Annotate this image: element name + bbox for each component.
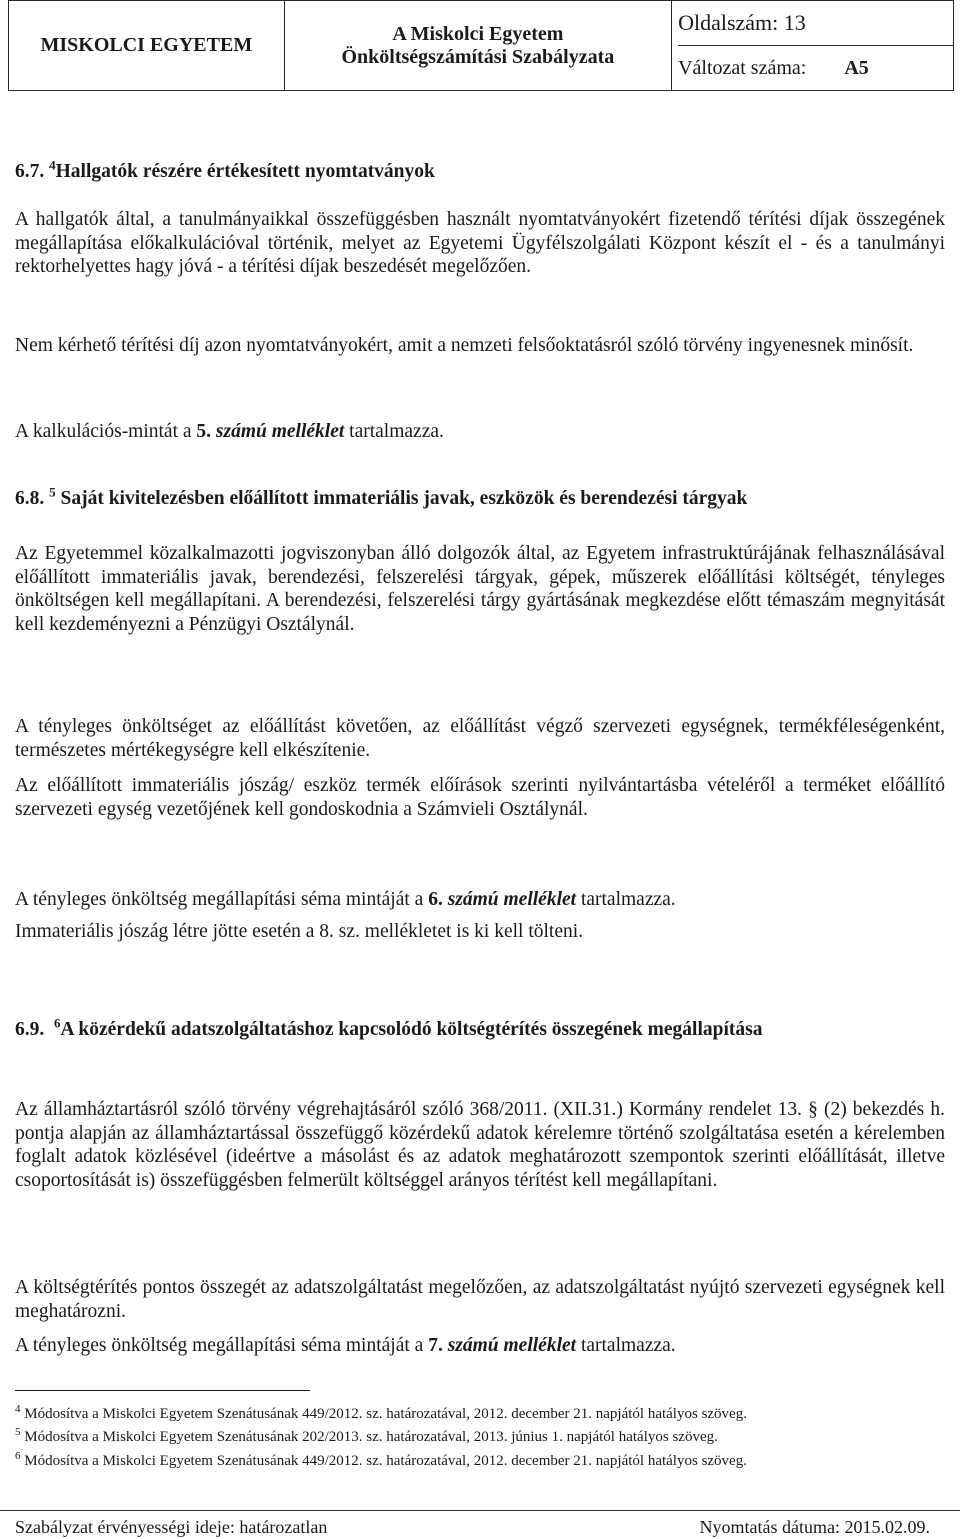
annex-number: 7. [428, 1335, 443, 1356]
annex-number: 6. [428, 889, 443, 910]
footnote-number: 6 [15, 1450, 21, 1462]
footer-validity: Szabályzat érvényességi ideje: határozatlan [15, 1517, 328, 1537]
section-6-8-paragraph-2: A tényleges önköltséget az előállítást követően, az előállítást végző szervezeti egységnek, termékféleségenként, természetes mértékegységre kell elkészítenie. [15, 716, 945, 761]
section-6-8-heading [15, 484, 945, 511]
footer-print-date: Nyomtatás dátuma: 2015.02.09. [699, 1517, 930, 1537]
header-title [284, 1, 671, 91]
section-6-8-paragraph-1: Az Egyetemmel közalkalmazotti jogviszonyban álló dolgozók által, az Egyetem infrastruktúrájának felhasználásával előállított immateriális javak, berendezési, felszerelési tárgyak, gépek, műszerek előállítási költségét, tényleges önköltségen kell megállapítani. A berendezési, felszerelési tárgy gyártásának megkezdése előtt témaszám megnyitását kell kezdeményezni a Pénzügyi Osztálynál. [15, 543, 945, 635]
header-version-value: A5 [844, 56, 869, 79]
header-page-row [678, 1, 953, 45]
section-title: A közérdekű adatszolgáltatáshoz kapcsolódó költségtérítés összegének megállapítása [60, 1019, 763, 1040]
footnote-ref: 6 [54, 1015, 61, 1031]
footnote-6 [15, 1452, 945, 1470]
footnote-text: Módosítva a Miskolci Egyetem Szenátusának 202/2013. sz. határozatával, 2013. június 1. napjától hatályos szöveg. [24, 1429, 718, 1445]
section-6-9-paragraph-3 [15, 1334, 945, 1358]
footnote-ref: 4 [49, 157, 56, 173]
footnote-text: Módosítva a Miskolci Egyetem Szenátusának 449/2012. sz. határozatával, 2012. december 21. napjától hatályos szöveg. [24, 1406, 747, 1422]
header-title-line1: A Miskolci Egyetem [392, 22, 564, 45]
section-6-9-paragraph-1: Az államháztartásról szóló törvény végrehajtásáról szóló 368/2011. (XII.31.) Kormány rendelet 13. § (2) bekezdés h. pontja alapján az államháztartással összefüggő közérdekű adatok kérelemre történő szolgáltatása esetén a kérelemben foglalt adatok közlésével (ideértve a másolást és az adatok meghatározott szempontok szerinti előállítását, illetve csoportosítását is) összefüggésben felmerült költséggel arányos térítést kell megállapítani. [15, 1099, 945, 1191]
footnote-separator [15, 1390, 310, 1391]
text-run: A kalkulációs-mintát a [15, 421, 197, 442]
section-number: 6.9. [15, 1019, 45, 1040]
page-footer [0, 1510, 960, 1539]
text-run: tartalmazza. [576, 1335, 676, 1356]
section-6-8-paragraph-4 [15, 888, 945, 912]
text-run: tartalmazza. [344, 421, 444, 442]
annex-label: számú melléklet [447, 1335, 577, 1356]
annex-label: számú melléklet [215, 421, 345, 442]
text-run: tartalmazza. [576, 889, 676, 910]
header-university: MISKOLCI EGYETEM [9, 1, 285, 91]
header-meta [672, 1, 954, 91]
footnote-5 [15, 1428, 945, 1446]
section-6-9-heading [15, 1015, 945, 1042]
footnote-number: 5 [15, 1426, 21, 1438]
section-6-7-paragraph-2: Nem kérhető térítési díj azon nyomtatványokért, amit a nemzeti felsőoktatásról szóló törvény ingyenesnek minősít. [15, 335, 914, 356]
page-header [8, 0, 954, 91]
section-6-7-paragraph-3 [15, 420, 945, 444]
section-title: Saját kivitelezésben előállított immateriális javak, eszközök és berendezési tárgyak [60, 488, 748, 509]
footnote-4 [15, 1405, 945, 1423]
header-version-row [678, 45, 953, 90]
section-6-8-paragraph-3: Az előállított immateriális jószág/ eszköz termék előírások szerinti nyilvántartásba vételéről a terméket előállító szervezeti egység vezetőjének kell gondoskodnia a Számvieli Osztálynál. [15, 775, 945, 820]
header-title-line2: Önköltségszámítási Szabályzata [341, 45, 615, 68]
header-version-label: Változat száma: [678, 56, 807, 79]
footnote-number: 4 [15, 1403, 21, 1415]
section-number: 6.7. [15, 161, 45, 182]
header-page-number: Oldalszám: 13 [678, 10, 806, 35]
section-title: Hallgatók részére értékesített nyomtatványok [55, 161, 435, 182]
footnote-text: Módosítva a Miskolci Egyetem Szenátusának 449/2012. sz. határozatával, 2012. december 21. napjától hatályos szöveg. [24, 1453, 747, 1469]
text-run: A tényleges önköltség megállapítási séma mintáját a [15, 1335, 429, 1356]
annex-label: számú melléklet [447, 889, 577, 910]
footnote-ref: 5 [49, 484, 56, 500]
annex-number: 5. [196, 421, 212, 442]
section-6-8-paragraph-5: Immateriális jószág létre jötte esetén a 8. sz. mellékletet is ki kell tölteni. [15, 921, 584, 942]
section-6-9-paragraph-2: A költségtérítés pontos összegét az adatszolgáltatást megelőzően, az adatszolgáltatást nyújtó szervezeti egységnek kell meghatározni. [15, 1277, 945, 1322]
text-run: A tényleges önköltség megállapítási séma mintáját a [15, 889, 429, 910]
section-6-7-paragraph-1: A hallgatók által, a tanulmányaikkal összefüggésben használt nyomtatványokért fizetendő térítési díjak összegének megállapítása előkalkulációval történik, melyet az Egyetemi Ügyfélszolgálati Központ készít el - és a tanulmányi rektorhelyettes hagy jóvá - a térítési díjak beszedését megelőzően. [15, 209, 945, 277]
section-number: 6.8. [15, 488, 45, 509]
section-6-7-heading [15, 157, 945, 184]
